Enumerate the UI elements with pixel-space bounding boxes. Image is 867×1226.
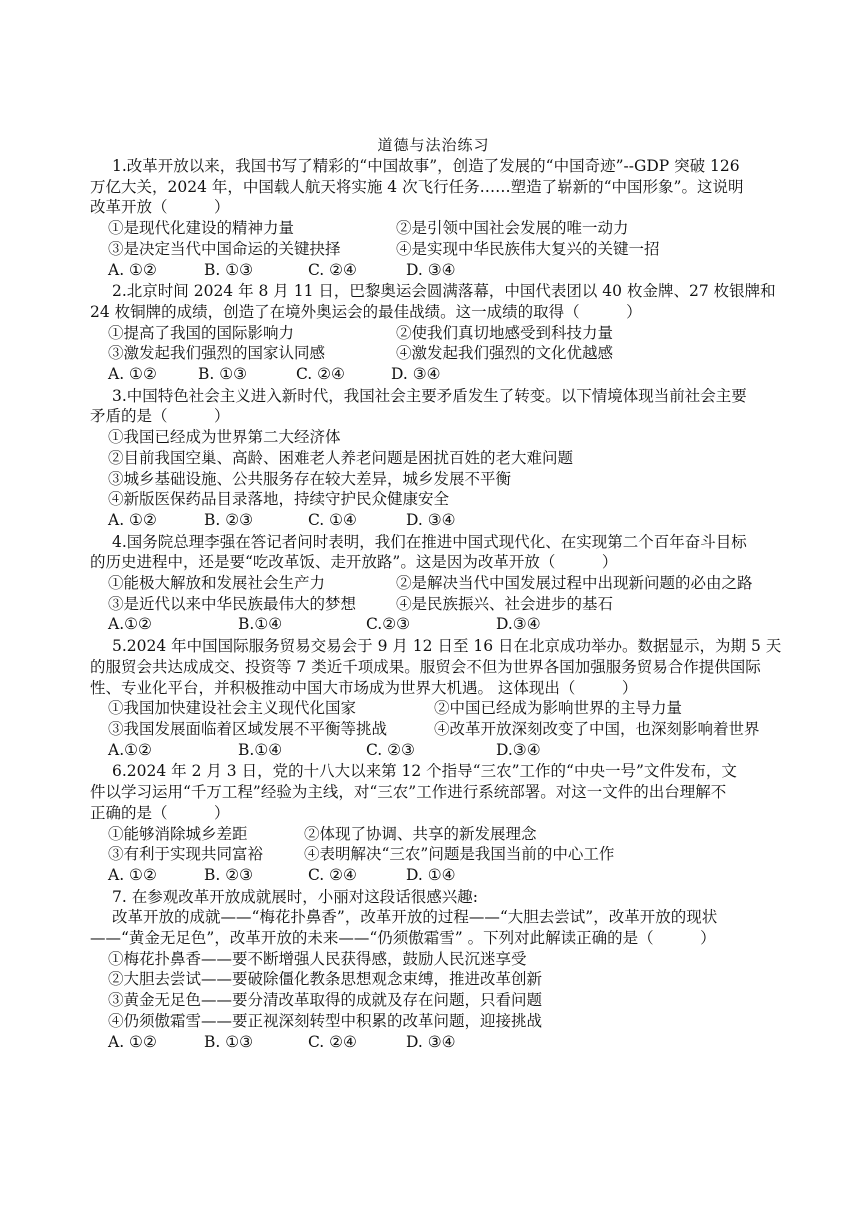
option-list — [90, 323, 796, 364]
answer-choice: C. ②④ — [296, 365, 345, 384]
answer-choice: B. ②③ — [204, 510, 254, 529]
answer-choice: A. ①② — [108, 1032, 157, 1051]
option: ②目前我国空巢、高龄、困难老人养老问题是困扰百姓的老大难问题 — [108, 448, 574, 467]
question-stem: 24 枚铜牌的成绩，创造了在境外奥运会的最佳战绩。这一成绩的取得（ ） — [90, 302, 642, 321]
option: ③城乡基础设施、公共服务存在较大差异，城乡发展不平衡 — [108, 469, 512, 488]
answer-choice: C. ②④ — [308, 865, 357, 884]
answer-choices — [90, 614, 796, 635]
answer-choice: D.③④ — [496, 740, 541, 759]
question-stem: 的服贸会共达成成交、投资等 7 类近千项成果。服贸会不但为世界各国加强服务贸易合作提供国际 — [90, 657, 761, 676]
option: ③激发起我们强烈的国家认同感 — [108, 344, 326, 363]
answer-choice: B.①④ — [238, 740, 283, 759]
question-6 — [90, 761, 796, 885]
question-1 — [90, 156, 796, 280]
option: ④表明解决“三农”问题是我国当前的中心工作 — [304, 845, 615, 864]
answer-choice: C. ②④ — [308, 260, 357, 279]
question-stem: 的历史进程中，还是要“吃改革饭、走开放路”。这是因为改革开放（ ） — [90, 553, 618, 572]
answer-choices — [90, 1032, 796, 1053]
option: ①能够消除城乡差距 — [108, 824, 248, 843]
option: ①提高了我国的国际影响力 — [108, 323, 295, 342]
option: ③我国发展面临着区域发展不平衡等挑战 — [108, 719, 388, 738]
option: ④是民族振兴、社会进步的基石 — [396, 594, 614, 613]
question-stem: 件以学习运用“千万工程”经验为主线，对“三农”工作进行系统部署。对这一文件的出台理解不 — [90, 783, 727, 802]
option: ④是实现中华民族伟大复兴的关键一招 — [396, 239, 660, 258]
answer-choice: B. ②③ — [204, 865, 254, 884]
answer-choice: A. ①② — [108, 865, 157, 884]
question-4 — [90, 532, 796, 636]
question-stem: 7. 在参观改革开放成就展时，小丽对这段话很感兴趣: — [112, 887, 478, 906]
question-stem: 3.中国特色社会主义进入新时代，我国社会主要矛盾发生了转变。以下情境体现当前社会主要 — [112, 386, 747, 405]
option: ④新版医保药品目录落地，持续守护民众健康安全 — [108, 490, 450, 509]
option-list — [90, 218, 796, 259]
answer-choice: B.①④ — [238, 615, 283, 634]
option: ②使我们真切地感受到科技力量 — [396, 323, 614, 342]
option: ④激发起我们强烈的文化优越感 — [396, 344, 614, 363]
option: ②中国已经成为影响世界的主导力量 — [434, 699, 683, 718]
answer-choice: C.②③ — [366, 615, 411, 634]
answer-choice: A. ①② — [108, 510, 157, 529]
option: ③黄金无足色——要分清改革取得的成就及存在问题，只看问题 — [108, 991, 543, 1010]
answer-choice: D. ①④ — [406, 865, 456, 884]
answer-choice: D. ③④ — [406, 1032, 456, 1051]
answer-choices — [90, 740, 796, 761]
option: ①能极大解放和发展社会生产力 — [108, 574, 326, 593]
answer-choice: D.③④ — [496, 615, 541, 634]
option-list — [90, 824, 796, 865]
question-3 — [90, 386, 796, 531]
option: ④改革开放深刻改变了中国，也深刻影响着世界 — [434, 719, 760, 738]
question-stem: 改革开放（ ） — [90, 198, 230, 217]
answer-choice: B. ①③ — [198, 365, 248, 384]
answer-choices — [90, 260, 796, 281]
answer-choice: C. ①④ — [308, 510, 357, 529]
answer-choice: D. ③④ — [406, 260, 456, 279]
answer-choice: C. ②④ — [308, 1032, 357, 1051]
option: ③是决定当代中国命运的关键抉择 — [108, 239, 341, 258]
question-stem: 2.北京时间 2024 年 8 月 11 日，巴黎奥运会圆满落幕，中国代表团以 40 枚金牌、27 枚银牌和 — [112, 282, 776, 301]
option: ②是引领中国社会发展的唯一动力 — [396, 219, 629, 238]
option-list — [90, 573, 796, 614]
question-stem: 矛盾的是（ ） — [90, 407, 230, 426]
answer-choice: D. ③④ — [406, 510, 456, 529]
question-2 — [90, 281, 796, 385]
quoted-passage: ——“黄金无足色”，改革开放的未来——“仍须傲霜雪” 。下列对此解读正确的是（ ） — [90, 929, 716, 948]
question-stem: 4.国务院总理李强在答记者问时表明，我们在推进中国式现代化、在实现第二个百年奋斗目标 — [112, 532, 747, 551]
option-list — [90, 698, 796, 739]
option: ③有利于实现共同富裕 — [108, 845, 264, 864]
option: ②体现了协调、共享的新发展理念 — [304, 824, 537, 843]
answer-choice: A.①② — [108, 740, 152, 759]
question-7 — [90, 887, 796, 1053]
option: ④仍须傲霜雪——要正视深刻转型中积累的改革问题，迎接挑战 — [108, 1011, 543, 1030]
answer-choice: C. ②③ — [366, 740, 415, 759]
answer-choices — [90, 865, 796, 886]
answer-choice: B. ①③ — [204, 260, 254, 279]
option: ①是现代化建设的精神力量 — [108, 219, 295, 238]
option: ②是解决当代中国发展过程中出现新问题的必由之路 — [396, 574, 753, 593]
question-stem: 性、专业化平台，并积极推动中国大市场成为世界大机遇。 这体现出（ ） — [90, 678, 638, 697]
answer-choice: A. ①② — [108, 260, 157, 279]
answer-choice: D. ③④ — [391, 365, 441, 384]
answer-choice: B. ①③ — [204, 1032, 254, 1051]
option: ①我国已经成为世界第二大经济体 — [108, 428, 341, 447]
answer-choice: A. ①② — [108, 365, 157, 384]
answer-choice: A.①② — [108, 615, 152, 634]
answer-choices — [90, 364, 796, 385]
question-stem: 5.2024 年中国国际服务贸易交易会于 9 月 12 日至 16 日在北京成功举办。数据显示，为期 5 天 — [112, 637, 782, 656]
option: ①我国加快建设社会主义现代化国家 — [108, 699, 357, 718]
question-stem: 万亿大关，2024 年，中国载人航天将实施 4 次飞行任务……塑造了崭新的“中国形象”。这说明 — [90, 177, 744, 196]
question-list — [90, 156, 796, 1053]
question-stem: 6.2024 年 2 月 3 日，党的十八大以来第 12 个指导“三农”工作的“中央一号”文件发布，文 — [112, 762, 737, 781]
page-title: 道德与法治练习 — [377, 136, 490, 154]
option: ③是近代以来中华民族最伟大的梦想 — [108, 594, 357, 613]
question-stem: 1.改革开放以来，我国书写了精彩的“中国故事”，创造了发展的“中国奇迹”--GDP 突破 126 — [112, 157, 740, 175]
option: ①梅花扑鼻香——要不断增强人民获得感，鼓励人民沉迷享受 — [108, 949, 527, 968]
option: ②大胆去尝试——要破除僵化教条思想观念束缚，推进改革创新 — [108, 970, 543, 989]
question-5 — [90, 636, 796, 760]
question-stem: 正确的是（ ） — [90, 803, 230, 822]
answer-choices — [90, 510, 796, 531]
quoted-passage: 改革开放的成就——“梅花扑鼻香”，改革开放的过程——“大胆去尝试”，改革开放的现状 — [112, 908, 718, 927]
